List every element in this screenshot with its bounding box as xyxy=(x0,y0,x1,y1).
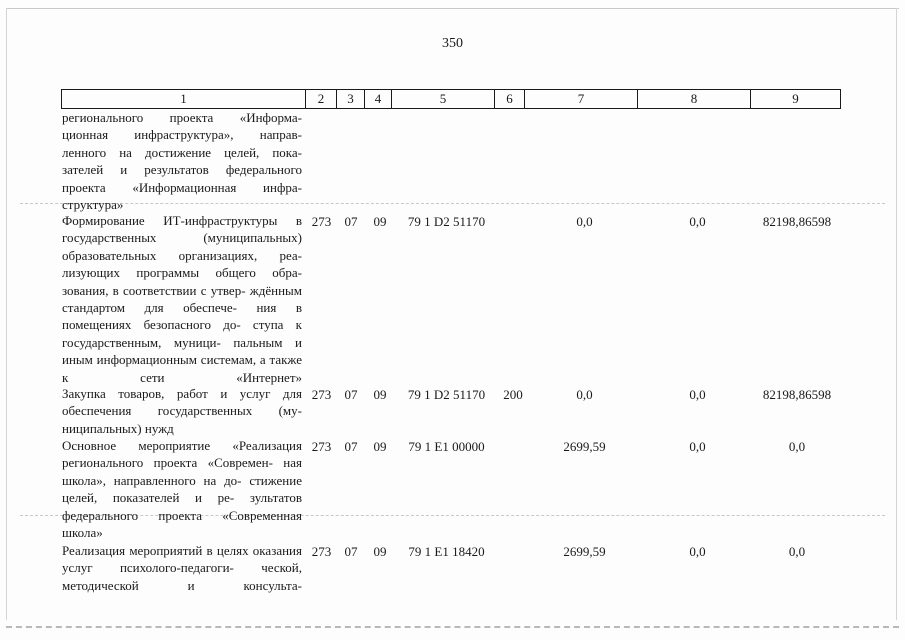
cell-section: 07 xyxy=(344,439,358,454)
header-col-6: 6 xyxy=(495,90,525,108)
scan-edge-right xyxy=(896,8,897,620)
cell-amount-8: 0,0 xyxy=(689,214,706,229)
scan-edge-top xyxy=(6,8,899,9)
cell-code-ministry: 273 xyxy=(311,439,332,454)
row-description: регионального проекта «Информа- ционная инфраструктура», направ- ленного на достижение целей, пока- зателей и результатов федерального проекта «Информационная инфра- структура» xyxy=(62,110,302,213)
cell-target-article: 79 1 D2 51170 xyxy=(407,214,486,229)
cell-subsection: 09 xyxy=(373,544,387,559)
page-number: 350 xyxy=(442,36,463,51)
header-col-3: 3 xyxy=(337,90,365,108)
row-description: Формирование ИТ-инфраструктуры в государственных (муниципальных) образовательных организациях, реа- лизующих программы общего обра- зования, в соответствии с утвер- ждённым стандартом для обеспече- ния в помещениях безопасного до- ступа к государственным, муници- пальным и иным информационным системам, а также к сети «Интернет» xyxy=(62,213,302,385)
table-header xyxy=(61,89,841,109)
scan-edge-bottom xyxy=(6,626,899,628)
cell-amount-8: 0,0 xyxy=(689,544,706,559)
cell-target-article: 79 1 D2 51170 xyxy=(407,387,486,402)
cell-expense-type: 200 xyxy=(503,387,523,402)
cell-subsection: 09 xyxy=(373,214,387,229)
cell-amount-7: 0,0 xyxy=(576,214,593,229)
header-col-2: 2 xyxy=(306,90,337,108)
cell-subsection: 09 xyxy=(373,439,387,454)
row-description: Закупка товаров, работ и услуг для обеспечения государственных (му- ниципальных) нужд xyxy=(62,386,302,436)
cell-target-article: 79 1 E1 00000 xyxy=(408,439,485,454)
cell-amount-7: 0,0 xyxy=(576,387,593,402)
cell-amount-7: 2699,59 xyxy=(563,544,606,559)
scan-edge-left xyxy=(6,8,7,620)
header-col-5: 5 xyxy=(392,90,495,108)
header-col-1: 1 xyxy=(62,90,306,108)
cell-section: 07 xyxy=(344,214,358,229)
cell-amount-8: 0,0 xyxy=(689,387,706,402)
cell-amount-9: 0,0 xyxy=(788,439,806,454)
header-col-4: 4 xyxy=(365,90,392,108)
cell-code-ministry: 273 xyxy=(311,544,332,559)
cell-amount-9: 0,0 xyxy=(788,544,806,559)
header-col-7: 7 xyxy=(525,90,638,108)
header-col-9: 9 xyxy=(792,91,799,106)
cell-amount-7: 2699,59 xyxy=(563,439,606,454)
cell-amount-9: 82198,86598 xyxy=(762,214,832,229)
row-description: Основное мероприятие «Реализация регионального проекта «Современ- ная школа», направленного на до- стижение целей, показателей и ре- зультатов федерального проекта «Современная школа» xyxy=(62,438,302,541)
cell-section: 07 xyxy=(344,544,358,559)
cell-section: 07 xyxy=(344,387,358,402)
cell-subsection: 09 xyxy=(373,387,387,402)
header-col-8: 8 xyxy=(638,90,751,108)
cell-amount-8: 0,0 xyxy=(689,439,706,454)
row-description: Реализация мероприятий в целях оказания услуг психолого-педагоги- ческой, методической и консульта- xyxy=(62,543,302,593)
cell-target-article: 79 1 E1 18420 xyxy=(408,544,485,559)
cell-code-ministry: 273 xyxy=(311,387,332,402)
cell-amount-9: 82198,86598 xyxy=(762,387,832,402)
cell-code-ministry: 273 xyxy=(311,214,332,229)
